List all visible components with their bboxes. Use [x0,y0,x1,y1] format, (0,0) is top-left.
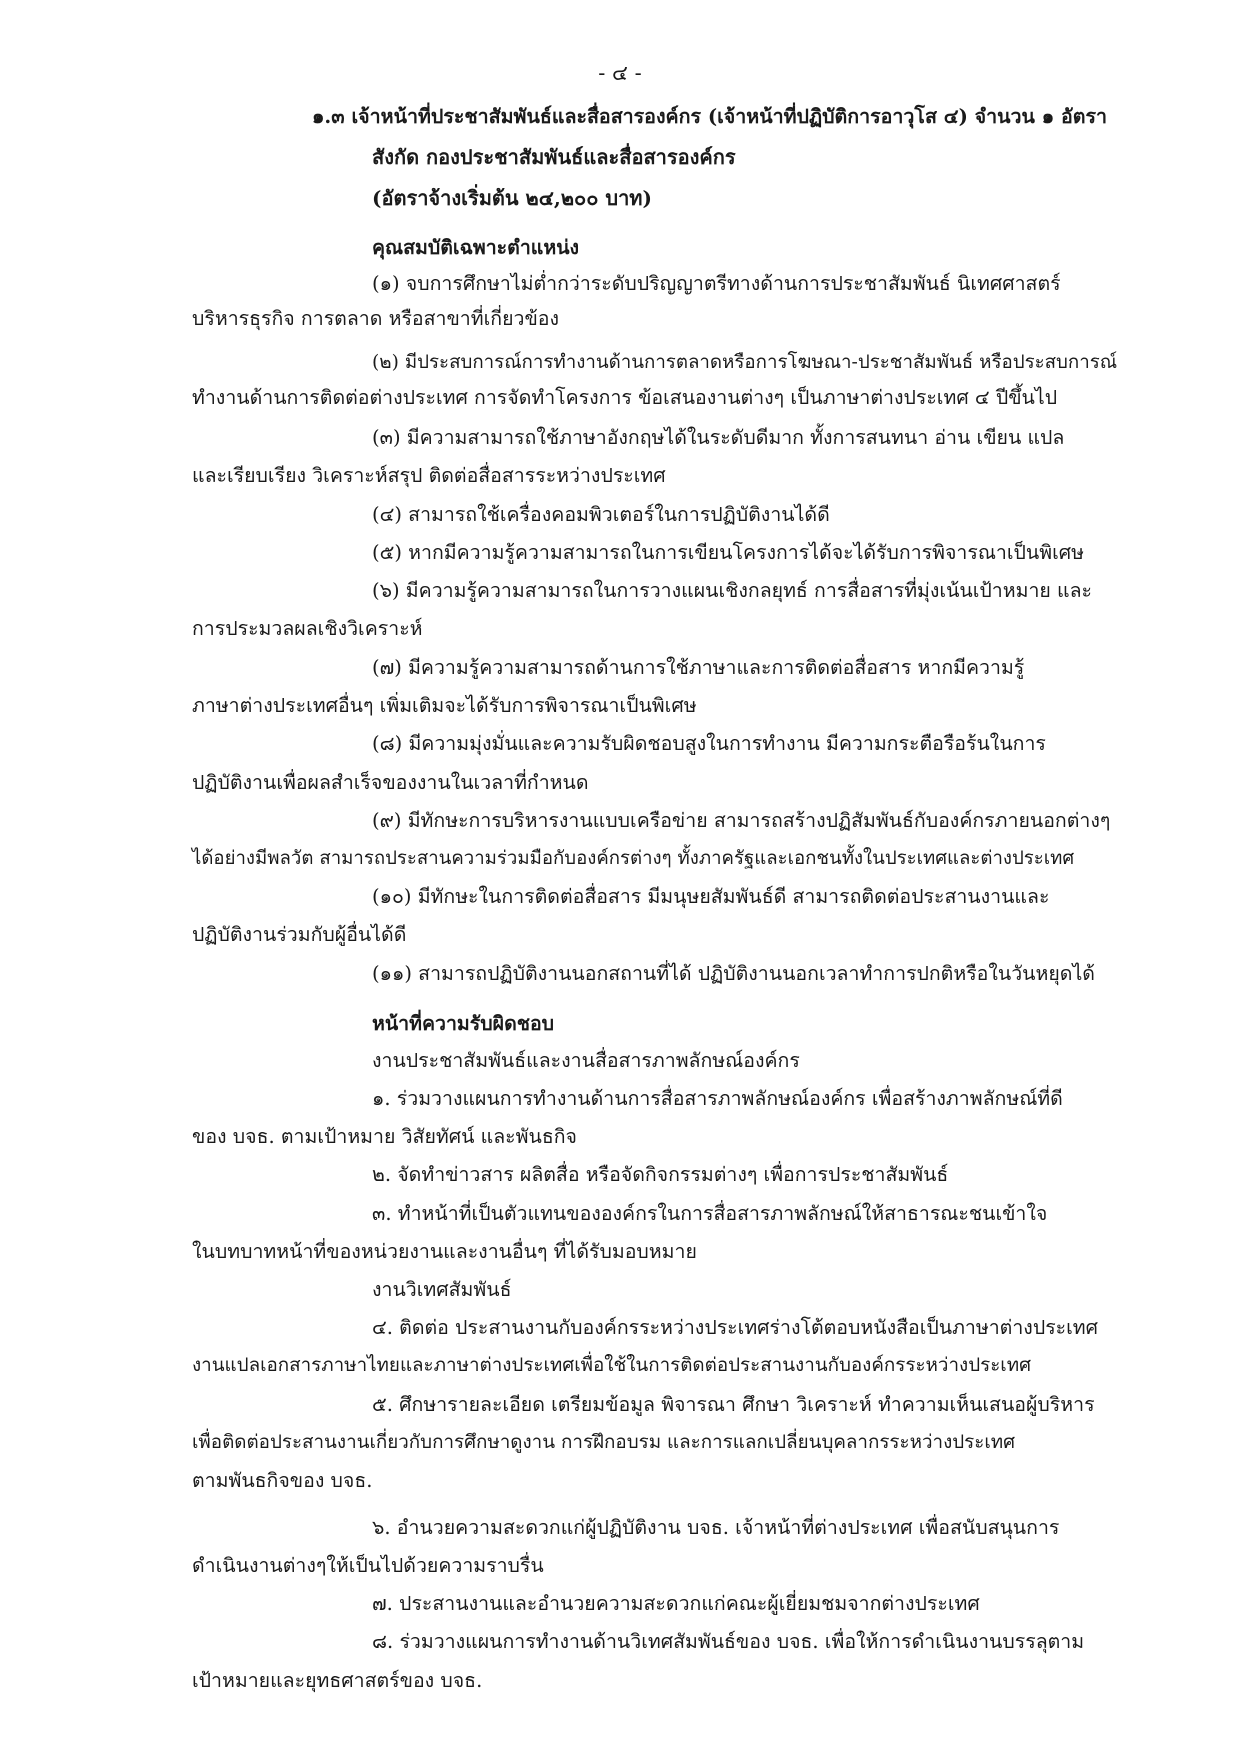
qualification-10-cont: ปฏิบัติงานร่วมกับผู้อื่นได้ดี [192,923,407,946]
duty-3-cont: ในบทบาทหน้าที่ของหน่วยงานและงานอื่นๆ ที่ได้รับมอบหมาย [192,1240,697,1263]
duty-8-cont: เป้าหมายและยุทธศาสตร์ของ บจธ. [192,1669,483,1692]
qualification-2-cont: ทำงานด้านการติดต่อต่างประเทศ การจัดทำโครงการ ข้อเสนองานต่างๆ เป็นภาษาต่างประเทศ ๔ ปีขึ้นไป [192,386,1058,409]
qualification-6: (๖) มีความรู้ความสามารถในการวางแผนเชิงกลยุทธ์ การสื่อสารที่มุ่งเน้นเป้าหมาย และ [372,579,1093,602]
duty-4-cont: งานแปลเอกสารภาษาไทยและภาษาต่างประเทศเพื่อใช้ในการติดต่อประสานงานกับองค์กรระหว่างประเทศ [192,1355,1032,1376]
duty-5-cont-2: ตามพันธกิจของ บจธ. [192,1469,373,1492]
duty-8: ๘. ร่วมวางแผนการทำงานด้านวิเทศสัมพันธ์ของ บจธ. เพื่อให้การดำเนินงานบรรลุตาม [372,1630,1085,1653]
duty-2: ๒. จัดทำข่าวสาร ผลิตสื่อ หรือจัดกิจกรรมต่างๆ เพื่อการประชาสัมพันธ์ [372,1163,949,1186]
qualification-2: (๒) มีประสบการณ์การทำงานด้านการตลาดหรือการโฆษณา-ประชาสัมพันธ์ หรือประสบการณ์ [372,352,1118,373]
qualification-3-cont: และเรียบเรียง วิเคราะห์สรุป ติดต่อสื่อสารระหว่างประเทศ [192,464,666,487]
qualifications-heading: คุณสมบัติเฉพาะตำแหน่ง [372,236,580,259]
position-salary: (อัตราจ้างเริ่มต้น ๒๔,๒๐๐ บาท) [372,186,652,210]
duties-heading: หน้าที่ความรับผิดชอบ [372,1012,555,1035]
position-department: สังกัด กองประชาสัมพันธ์และสื่อสารองค์กร [372,145,736,169]
qualification-8: (๘) มีความมุ่งมั่นและความรับผิดชอบสูงในการทำงาน มีความกระตือรือร้นในการ [372,732,1046,755]
duty-7: ๗. ประสานงานและอำนวยความสะดวกแก่คณะผู้เยี่ยมชมจากต่างประเทศ [372,1592,980,1615]
pr-section-heading: งานประชาสัมพันธ์และงานสื่อสารภาพลักษณ์องค์กร [372,1049,800,1072]
qualification-9: (๙) มีทักษะการบริหารงานแบบเครือข่าย สามารถสร้างปฏิสัมพันธ์กับองค์กรภายนอกต่างๆ [372,809,1111,832]
duty-6: ๖. อำนวยความสะดวกแก่ผู้ปฏิบัติงาน บจธ. เจ้าหน้าที่ต่างประเทศ เพื่อสนับสนุนการ [372,1516,1060,1539]
qualification-11: (๑๑) สามารถปฏิบัติงานนอกสถานที่ได้ ปฏิบัติงานนอกเวลาทำการปกติหรือในวันหยุดได้ [372,962,1095,985]
qualification-9-cont: ได้อย่างมีพลวัต สามารถประสานความร่วมมือกับองค์กรต่างๆ ทั้งภาครัฐและเอกชนทั้งในประเทศและต่างประเทศ [192,848,1075,869]
duty-5-cont: เพื่อติดต่อประสานงานเกี่ยวกับการศึกษาดูงาน การฝึกอบรม และการแลกเปลี่ยนบุคลากรระหว่างประเทศ [192,1432,1016,1453]
duty-4: ๔. ติดต่อ ประสานงานกับองค์กรระหว่างประเทศร่างโต้ตอบหนังสือเป็นภาษาต่างประเทศ [372,1316,1099,1339]
ir-section-heading: งานวิเทศสัมพันธ์ [372,1278,512,1301]
duty-6-cont: ดำเนินงานต่างๆให้เป็นไปด้วยความราบรื่น [192,1554,544,1577]
qualification-3: (๓) มีความสามารถใช้ภาษาอังกฤษได้ในระดับดีมาก ทั้งการสนทนา อ่าน เขียน แปล [372,426,1065,449]
qualification-7: (๗) มีความรู้ความสามารถด้านการใช้ภาษาและการติดต่อสื่อสาร หากมีความรู้ [372,656,1025,679]
qualification-10: (๑๐) มีทักษะในการติดต่อสื่อสาร มีมนุษยสัมพันธ์ดี สามารถติดต่อประสานงานและ [372,885,1050,908]
duty-5: ๕. ศึกษารายละเอียด เตรียมข้อมูล พิจารณา ศึกษา วิเคราะห์ ทำความเห็นเสนอผู้บริหาร [372,1393,1095,1416]
duty-1-cont: ของ บจธ. ตามเป้าหมาย วิสัยทัศน์ และพันธกิจ [192,1125,577,1148]
qualification-4: (๔) สามารถใช้เครื่องคอมพิวเตอร์ในการปฏิบัติงานได้ดี [372,503,830,526]
qualification-5: (๕) หากมีความรู้ความสามารถในการเขียนโครงการได้จะได้รับการพิจารณาเป็นพิเศษ [372,541,1085,564]
qualification-1-cont: บริหารธุรกิจ การตลาด หรือสาขาที่เกี่ยวข้อง [192,307,560,330]
qualification-1: (๑) จบการศึกษาไม่ต่ำกว่าระดับปริญญาตรีทางด้านการประชาสัมพันธ์ นิเทศศาสตร์ [372,272,1061,295]
qualification-7-cont: ภาษาต่างประเทศอื่นๆ เพิ่มเติมจะได้รับการพิจารณาเป็นพิเศษ [192,694,697,717]
position-title: ๑.๓ เจ้าหน้าที่ประชาสัมพันธ์และสื่อสารองค์กร (เจ้าหน้าที่ปฏิบัติการอาวุโส ๔) จำนวน ๑ อัตรา [312,105,1108,128]
qualification-6-cont: การประมวลผลเชิงวิเคราะห์ [192,617,423,640]
qualification-8-cont: ปฏิบัติงานเพื่อผลสำเร็จของงานในเวลาที่กำหนด [192,771,589,794]
duty-1: ๑. ร่วมวางแผนการทำงานด้านการสื่อสารภาพลักษณ์องค์กร เพื่อสร้างภาพลักษณ์ที่ดี [372,1087,1063,1110]
page-number: - ๔ - [598,61,642,85]
duty-3: ๓. ทำหน้าที่เป็นตัวแทนขององค์กรในการสื่อสารภาพลักษณ์ให้สาธารณะชนเข้าใจ [372,1202,1048,1225]
